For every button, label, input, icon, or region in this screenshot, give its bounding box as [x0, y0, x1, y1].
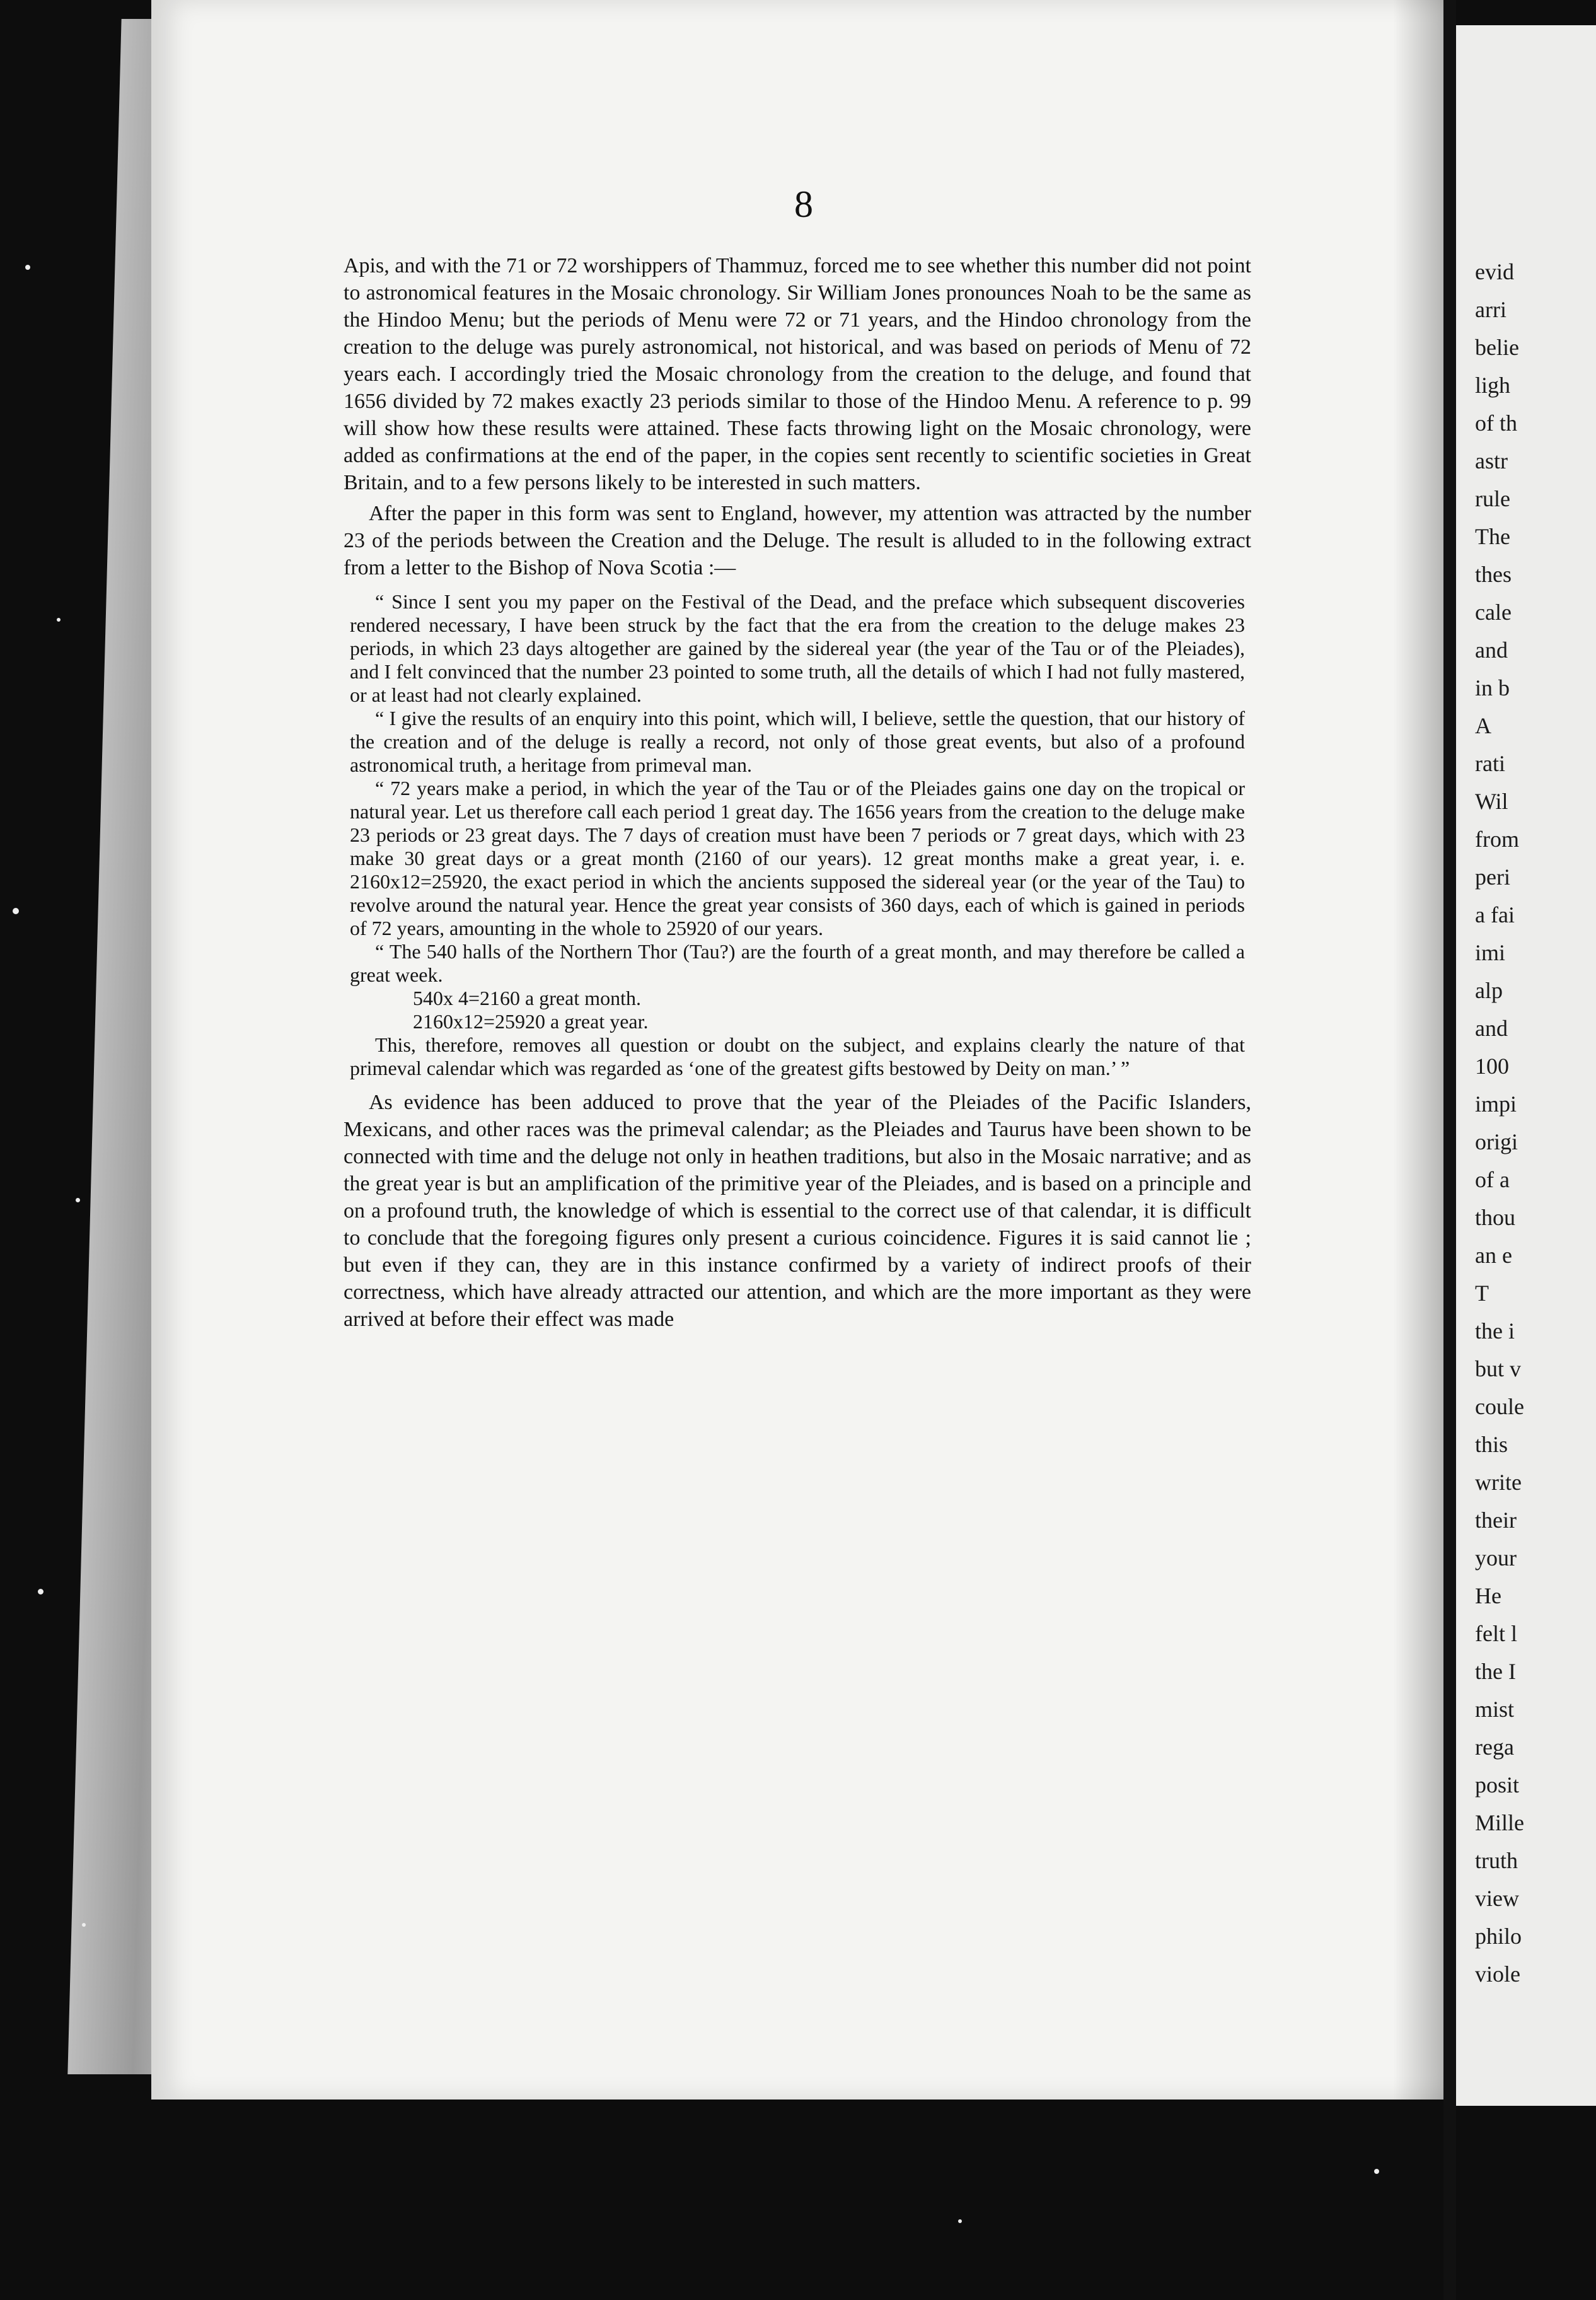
adjacent-page-fragment: write [1475, 1470, 1522, 1495]
adjacent-page-fragment: 100 [1475, 1054, 1509, 1079]
adjacent-page-fragment: coule [1475, 1394, 1524, 1419]
adjacent-page-fragment: The [1475, 524, 1510, 549]
adjacent-page-fragment: from [1475, 827, 1519, 852]
paragraph-2: After the paper in this form was sent to England, however, my attention was attracted by the number 23 of the periods between the Creation and the Deluge. The result is alluded to in the following extract from a letter to the Bishop of Nova Scotia :— [344, 502, 1251, 579]
quote-paragraph-4: “ The 540 halls of the Northern Thor (Tau?) are the fourth of a great month, and may therefore be called a great week. [350, 940, 1245, 986]
adjacent-page-fragment: peri [1475, 864, 1510, 890]
paragraph-1: Apis, and with the 71 or 72 worshippers of Thammuz, forced me to see whether this number did not point to astronomical features in the Mosaic chronology. Sir William Jones pronounces Noah to be the same as the Hindoo Menu; but the periods of Menu were 72 or 71 years, and the Hindoo chronology from the creation to the deluge was purely astronomical, not historical, and was based on periods of Menu of 72 years each. I accordingly tried the Mosaic chronology from the creation to the deluge, and found that 1656 divided by 72 makes exactly 23 periods similar to those of the Hindoo Menu. A reference to p. 99 will show how these results were attained. These facts throwing light on the Mosaic chronology, were added as confirmations at the end of the paper, in the copies sent recently to scientific societies in Great Britain, and to a few persons likely to be interested in such matters. [344, 254, 1251, 494]
formula-great-month: 540x 4=2160 a great month. [413, 987, 641, 1009]
quote-paragraph-3: “ 72 years make a period, in which the year of the Tau or of the Pleiades gains one day on the tropical or natural year. Let us therefore call each period 1 great day. The 1656 years from the creation to the deluge make 23 periods or 23 great days. The 7 days of creation must have been 7 periods or 7 great days, which with 23 make 30 great days or a great month (2160 of our years). 12 great months make a great year, i. e. 2160x12=25920, the exact period in which the ancients supposed the sidereal year (or the year of the Tau) to revolve around the natural year. Hence the great year consists of 360 days, each of which is gained in periods of 72 years, amounting in the whole to 25920 of our years. [350, 777, 1245, 939]
adjacent-page-fragment: philo [1475, 1924, 1522, 1949]
adjacent-page-fragment: belie [1475, 335, 1519, 360]
adjacent-page-fragment: posit [1475, 1772, 1520, 1798]
adjacent-page-fragment: this [1475, 1432, 1508, 1457]
adjacent-page-fragment: of a [1475, 1167, 1510, 1192]
adjacent-page-fragment: Mille [1475, 1810, 1524, 1835]
adjacent-page-fragment: origi [1475, 1129, 1518, 1154]
adjacent-page-fragment: an e [1475, 1243, 1512, 1268]
adjacent-page-fragment: rule [1475, 486, 1510, 511]
adjacent-page-fragment: A [1475, 713, 1491, 738]
adjacent-page-fragment: but v [1475, 1356, 1522, 1381]
adjacent-page-fragment: alp [1475, 978, 1503, 1003]
adjacent-page-fragment: and [1475, 1016, 1508, 1041]
adjacent-page-fragment: and [1475, 637, 1508, 663]
adjacent-page-fragment: He [1475, 1583, 1501, 1608]
adjacent-page-fragment: in b [1475, 675, 1510, 700]
adjacent-page-fragment: astr [1475, 448, 1508, 473]
adjacent-page-fragment: truth [1475, 1848, 1518, 1873]
adjacent-page-strip [1456, 25, 1596, 2106]
adjacent-page-fragment: Wil [1475, 789, 1508, 814]
adjacent-page-fragment: rega [1475, 1734, 1514, 1760]
adjacent-page-fragment: your [1475, 1545, 1517, 1571]
adjacent-page-fragment: view [1475, 1886, 1519, 1911]
adjacent-page-fragment: rati [1475, 751, 1505, 776]
page-number: 8 [794, 183, 813, 225]
adjacent-page-fragment: the i [1475, 1318, 1515, 1344]
adjacent-page-fragment: imi [1475, 940, 1506, 965]
adjacent-page-fragment: thou [1475, 1205, 1516, 1230]
quote-paragraph-1: “ Since I sent you my paper on the Festival of the Dead, and the preface which subsequent discoveries rendered necessary, I have been struck by the fact that the era from the creation to the deluge makes 23 periods, in which 23 days altogether are gained by the sidereal year (the year of the Tau or of the Pleiades), and I felt convinced that the number 23 pointed to some truth, all the details of which I had not fully mastered, or at least had not clearly explained. [350, 590, 1245, 706]
adjacent-page-fragment: ligh [1475, 373, 1511, 398]
quote-paragraph-5: This, therefore, removes all question or doubt on the subject, and explains clearly the nature of that primeval calendar which was regarded as ‘one of the greatest gifts bestowed by Deity on man.’ ” [350, 1033, 1245, 1079]
adjacent-page-fragment: evid [1475, 259, 1514, 284]
adjacent-page-fragment: the I [1475, 1659, 1516, 1684]
adjacent-page-fragment: cale [1475, 600, 1512, 625]
adjacent-page-fragment: thes [1475, 562, 1512, 587]
adjacent-page-fragment: of th [1475, 410, 1517, 436]
adjacent-page-fragment: impi [1475, 1091, 1517, 1117]
paragraph-3: As evidence has been adduced to prove that the year of the Pleiades of the Pacific Islanders, Mexicans, and other races was the primeval calendar; as the Pleiades and Taurus have been shown to be connected with time and the deluge not only in heathen traditions, but also in the Mosaic narrative; and as the great year is but an amplification of the primitive year of the Pleiades, and is based on a principle and on a profound truth, the knowledge of which is essential to the correct use of that calendar, it is difficult to conclude that the foregoing figures only present a curious coincidence. Figures it is said cannot lie ; but even if they can, they are in this instance confirmed by a variety of indirect proofs of their correctness, which have already attracted our attention, and which are the more important as they were arrived at before their effect was made [344, 1091, 1251, 1331]
page-gutter-shadow [1393, 0, 1443, 2100]
formula-great-year: 2160x12=25920 a great year. [413, 1010, 649, 1033]
page-divider [1443, 0, 1456, 2300]
adjacent-page-fragment: T [1475, 1281, 1489, 1306]
adjacent-page-fragment: arri [1475, 297, 1506, 322]
adjacent-page-fragment: mist [1475, 1697, 1515, 1722]
page-body [344, 252, 1251, 1333]
adjacent-page-fragment: felt l [1475, 1621, 1517, 1646]
adjacent-page-fragment: viole [1475, 1961, 1520, 1987]
adjacent-page-fragment: their [1475, 1507, 1517, 1533]
adjacent-page-fragment: a fai [1475, 902, 1515, 927]
quote-paragraph-2: “ I give the results of an enquiry into this point, which will, I believe, settle the question, that our history of the creation and of the deluge is really a record, not only of those great events, but also of a profound astronomical truth, a heritage from primeval man. [350, 707, 1245, 776]
